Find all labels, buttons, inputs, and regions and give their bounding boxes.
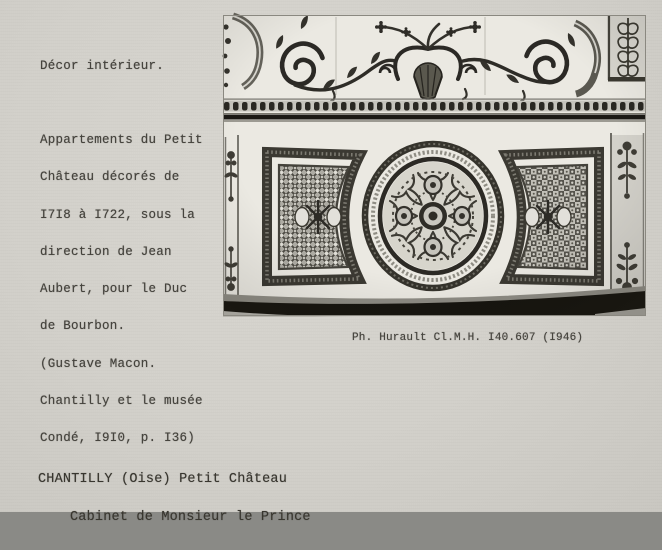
note-line: I7I8 à I722, sous la <box>40 207 196 222</box>
photo-vignette <box>223 15 646 316</box>
note-line: (Gustave Macon. <box>40 356 157 371</box>
note-line: de Bourbon. <box>40 319 126 334</box>
card-title-line2: Cabinet de Monsieur le Prince <box>70 509 311 525</box>
note-line: Condé, I9I0, p. I36) <box>40 430 196 445</box>
boiserie-photograph <box>223 15 646 316</box>
note-line: direction de Jean <box>40 244 172 259</box>
note-line: Décor intérieur. <box>40 58 165 73</box>
note-line: Chantilly et le musée <box>40 393 203 408</box>
card-title <box>38 449 311 550</box>
typed-note <box>40 35 230 469</box>
note-line: Aubert, pour le Duc <box>40 282 188 297</box>
note-line <box>40 97 230 109</box>
photo-credit: Ph. Hurault Cl.M.H. I40.607 (I946) <box>352 332 584 344</box>
card-title-line1: CHANTILLY (Oise) Petit Château <box>38 472 288 488</box>
note-line: Appartements du Petit <box>40 133 203 148</box>
note-line: Château décorés de <box>40 170 180 185</box>
